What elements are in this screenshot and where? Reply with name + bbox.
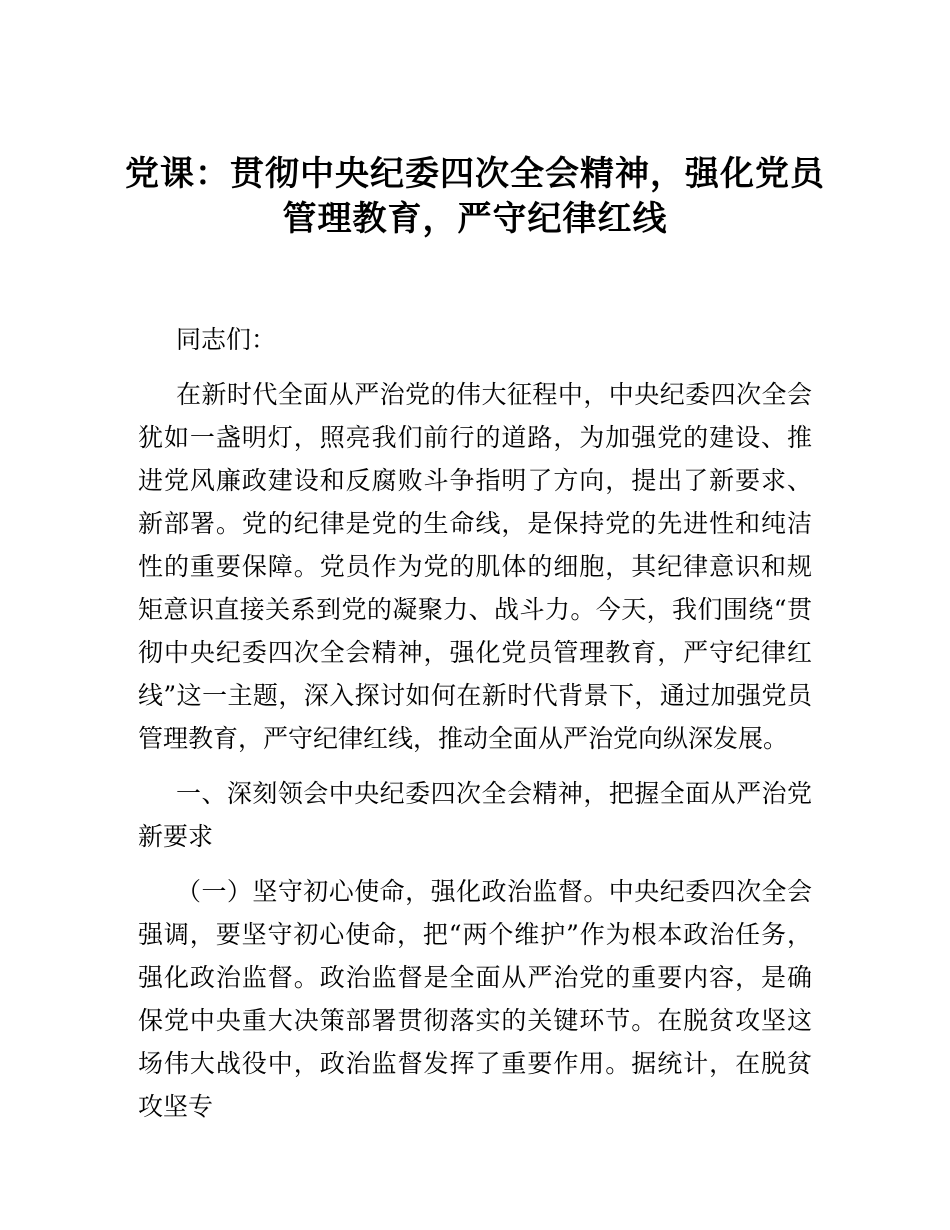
body-paragraph: （一）坚守初心使命，强化政治监督。中央纪委四次全会强调，要坚守初心使命，把“两个维护”作为根本政治任务，强化政治监督。政治监督是全面从严治党的重要内容，是确保党中央重大决策部署贯彻落实的关键环节。在脱贫攻坚这场伟大战役中，政治监督发挥了重要作用。据统计，在脱贫攻坚专 [138,877,812,1121]
body-paragraph: 在新时代全面从严治党的伟大征程中，中央纪委四次全会犹如一盏明灯，照亮我们前行的道路，为加强党的建设、推进党风廉政建设和反腐败斗争指明了方向，提出了新要求、新部署。党的纪律是党的生命线，是保持党的先进性和纯洁性的重要保障。党员作为党的肌体的细胞，其纪律意识和规矩意识直接关系到党的凝聚力、战斗力。今天，我们围绕“贯彻中央纪委四次全会精神，强化党员管理教育，严守纪律红线”这一主题，深入探讨如何在新时代背景下，通过加强党员管理教育，严守纪律红线，推动全面从严治党向纵深发展。 [138,380,812,753]
salutation-line: 同志们： [176,325,277,354]
document-title: 党课：贯彻中央纪委四次全会精神，强化党员管理教育，严守纪律红线 [125,155,825,238]
section-heading: 一、深刻领会中央纪委四次全会精神，把握全面从严治党新要求 [138,779,812,851]
document-body [138,318,812,1128]
